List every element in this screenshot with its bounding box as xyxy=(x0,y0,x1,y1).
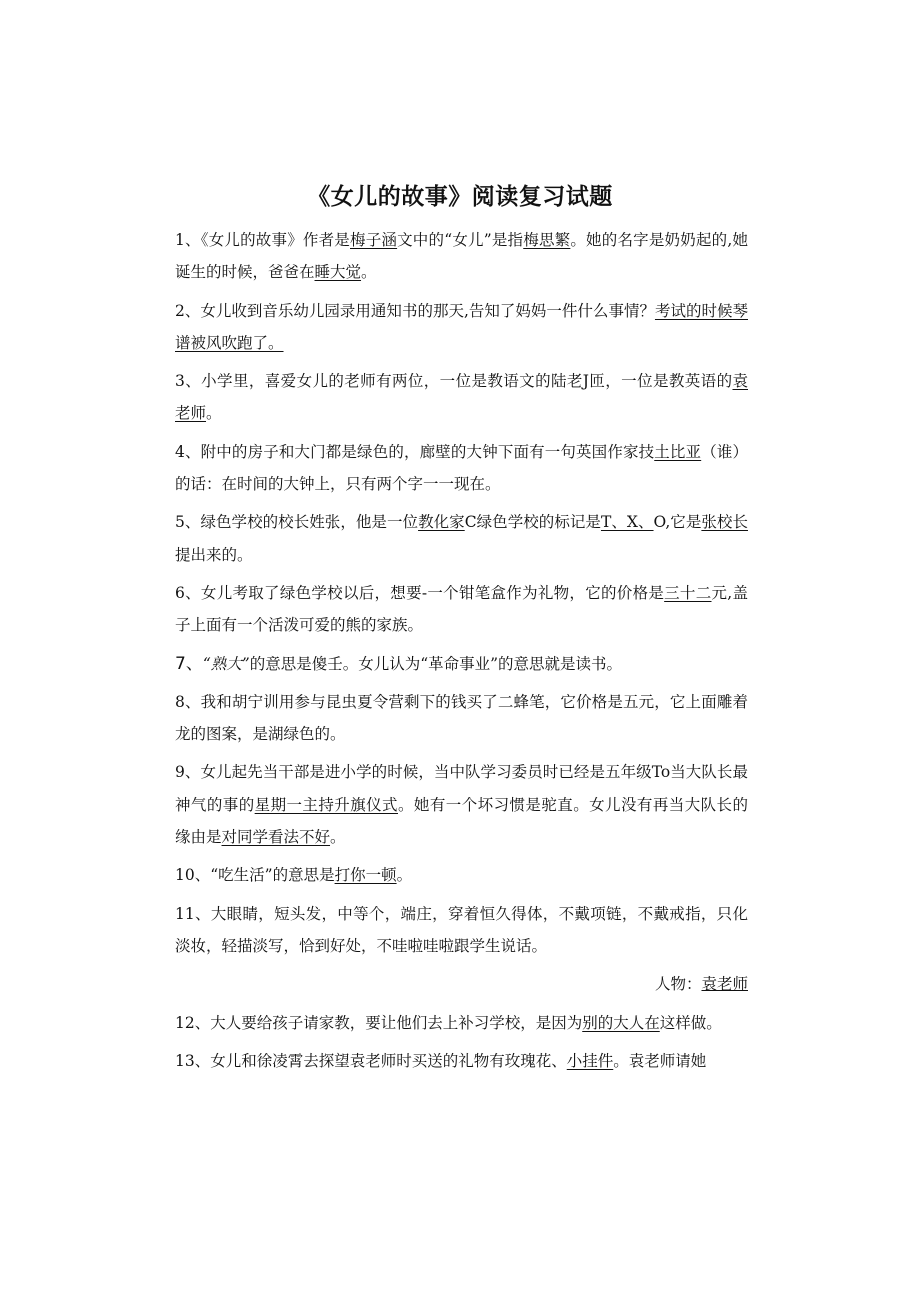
page-title: 《女儿的故事》阅读复习试题 xyxy=(307,184,613,210)
question-13: 13、女儿和徐凌霄去探望袁老师时买送的礼物有玫瑰花、小挂件。袁老师请她 xyxy=(175,1051,707,1070)
answer-blank: 对同学看法不好 xyxy=(221,828,331,847)
question-9: 9、女儿起先当干部是进小学的时候，当中队学习委员时已经是五年级To当大队长最神气的事的星期一主持升旗仪式。她有一个坏习惯是驼直。女儿没有再当大队长的缘由是对同学看法不好。 xyxy=(175,763,748,847)
answer-blank: 教化家 xyxy=(418,513,465,532)
answer-blank: 打你一顿 xyxy=(334,866,397,885)
answer-blank: 袁老师 xyxy=(701,975,748,994)
question-3: 3、小学里，喜爱女儿的老师有两位，一位是教语文的陆老J匝，一位是教英语的袁老师。 xyxy=(175,372,748,423)
answer-blank: 星期一主持升旗仪式 xyxy=(254,795,398,814)
answer-blank: 梅子涵 xyxy=(350,231,398,249)
answer-blank: 小挂件 xyxy=(566,1051,614,1070)
answer-blank: 袁老师 xyxy=(175,372,748,423)
answer-blank: 土比亚 xyxy=(654,442,702,461)
question-7: 7、“熟大”的意思是傻壬。女儿认为“革命事业”的意思就是读书。 xyxy=(175,653,623,674)
question-list xyxy=(175,224,748,1083)
question-1: 1、《女儿的故事》作者是梅子涵文中的“女儿”是指梅思繁。她的名字是奶奶起的,她诞生的时候，爸爸在睡大觉。 xyxy=(175,231,748,282)
answer-blank: T、X、 xyxy=(600,513,654,532)
answer-blank: 考试的时候琴谱被风吹跑了。 xyxy=(175,301,748,352)
answer-blank: 张校长 xyxy=(701,513,748,532)
question-10: 10、“吃生活”的意思是打你一顿。 xyxy=(175,866,413,885)
answer-blank: 睡大觉 xyxy=(314,263,362,282)
question-11-answer: 人物：袁老师 xyxy=(654,975,748,994)
question-2: 2、女儿收到音乐幼儿园录用通知书的那天,告知了妈妈一件什么事情？考试的时候琴谱被风吹跑了。 xyxy=(175,301,748,352)
question-12: 12、大人要给孩子请家教，要让他们去上补习学校，是因为别的大人在这样做。 xyxy=(175,1013,722,1032)
answer-blank: 三十二 xyxy=(664,583,712,602)
answer-blank: 梅思繁 xyxy=(523,231,571,249)
question-8: 8、我和胡宁训用参与昆虫夏令营剩下的钱买了二蜂笔，它价格是五元，它上面雕着龙的图案，是湖绿色的。 xyxy=(175,692,748,744)
question-11: 11、大眼睛，短头发，中等个，端庄，穿着恒久得体，不戴项链，不戴戒指，只化淡妆，轻描淡写，恰到好处，不哇啦哇啦跟学生说话。 xyxy=(175,904,748,955)
answer-blank: 别的大人在 xyxy=(582,1013,660,1032)
question-6: 6、女儿考取了绿色学校以后，想要-一个钳笔盒作为礼物，它的价格是三十二元,盖子上面有一个活泼可爱的熊的家族。 xyxy=(175,583,748,635)
question-5: 5、绿色学校的校长姓张，他是一位教化家C绿色学校的标记是T、X、O,它是张校长提出来的。 xyxy=(175,513,748,564)
question-4: 4、附中的房子和大门都是绿色的，廊壁的大钟下面有一句英国作家技土比亚（谁）的话：在时间的大钟上，只有两个字一一现在。 xyxy=(175,442,748,494)
